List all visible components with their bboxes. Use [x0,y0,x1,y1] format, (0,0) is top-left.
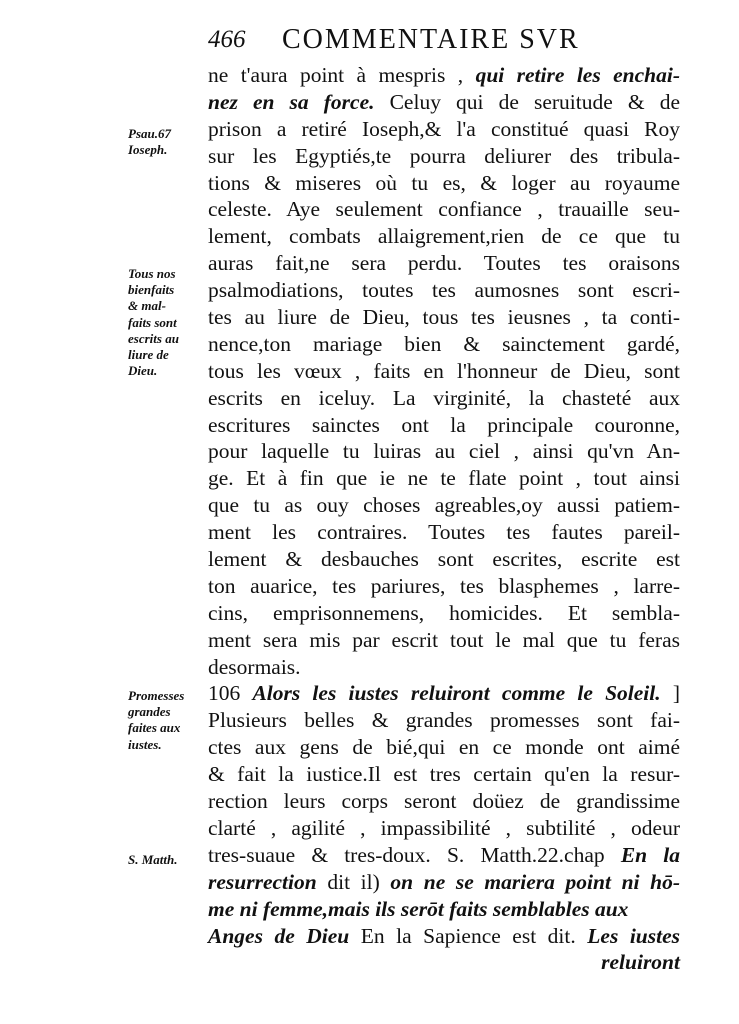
text-line [208,734,680,761]
text-run: nence,ton mariage bien & sainctement gardé, [208,331,680,356]
text-run: pour laquelle tu luiras au ciel , ainsi qu'vn An- [208,439,680,464]
text-run: lement, combats allaigrement,rien de ce que tu [208,224,680,249]
text-run: ment sera mis par escrit tout le mal que tu feras [208,627,680,652]
text-line [208,842,680,869]
italic-text-run: En la [620,842,680,867]
text-line [208,923,680,950]
italic-text-run: Anges de Dieu [208,923,350,948]
margin-note-line: Promesses [128,688,185,703]
text-line [208,143,680,170]
margin-note-psalm [128,126,171,158]
italic-text-run: on ne se mariera point ni hō- [390,869,680,894]
running-title: COMMENTAIRE SVR [282,24,580,55]
italic-text-run: reluiront [601,950,680,975]
italic-text-run: me ni femme,mais ils serōt faits semblables aux [208,896,629,921]
text-line [208,869,680,896]
text-run: desormais. [208,654,301,679]
text-line [208,223,680,250]
text-line [208,304,680,331]
text-run: ge. Et à fin que ie ne te flate point , tout ainsi [208,466,680,491]
text-line [208,896,680,923]
margin-note-line: iustes. [128,736,162,752]
text-line [208,465,680,492]
margin-note-line: Ioseph. [128,142,168,158]
text-line [208,438,680,465]
text-run: clarté , agilité , impassibilité , subtilité , odeur [208,815,680,840]
margin-note-promesses [128,688,184,753]
text-line [208,492,680,519]
text-line [208,358,680,385]
margin-note-line: liure de [128,347,169,363]
text-run: escritures sainctes ont la principale couronne, [208,412,680,437]
text-run: cins, emprisonnemens, homicides. Et sembla- [208,600,680,625]
text-line [208,116,680,143]
text-run: dit il) [316,869,391,894]
page-number: 466 [208,26,246,53]
text-line [208,331,680,358]
italic-text-run: Alors les iustes reluiront comme le Soleil. [252,681,661,706]
margin-note-line: S. Matth. [128,852,178,867]
text-line [208,519,680,546]
text-run: & fait la iustice.Il est tres certain qu'en la resur- [208,762,680,787]
text-line [208,196,680,223]
text-line [208,385,680,412]
italic-text-run: qui retire les enchai- [475,63,680,87]
margin-note-matthieu [128,852,178,868]
text-run: rection leurs corps seront doüez de grandissime [208,789,680,814]
text-run: ctes aux gens de bié,qui en ce monde ont aimé [208,735,680,760]
text-run: ton auarice, tes pariures, tes blasphemes , larre- [208,573,680,598]
margin-note-line: Tous nos [128,266,176,281]
text-run: sur les Egyptiés,te pourra deliurer des tribula- [208,143,680,168]
margin-note-bienfaits [128,266,179,379]
text-run: prison a retiré Ioseph,& l'a constitué quasi Roy [208,116,680,141]
text-line [208,627,680,654]
text-line [208,412,680,439]
margin-note-line: faites aux [128,720,181,736]
main-text-column [208,62,680,976]
text-run: ment les contraires. Toutes tes fautes pareil- [208,520,680,545]
text-line [208,680,680,707]
text-run: auras fait,ne sera perdu. Toutes tes oraisons [208,251,680,276]
text-line [208,170,680,197]
text-run: ] [660,681,680,706]
text-run: Plusieurs belles & grandes promesses sont fai- [208,708,680,733]
italic-text-run: resurrection [208,869,317,894]
text-run: ne t'aura point à mespris , [208,63,476,87]
text-run: tous les vœux , faits en l'honneur de Dieu, sont [208,358,680,383]
text-line [208,89,680,116]
margin-note-line: Psau.67 [128,126,171,141]
text-line [208,788,680,815]
text-run: psalmodiations, toutes tes aumosnes sont escri- [208,278,680,303]
margin-note-line: escrits au [128,330,179,346]
text-line [208,62,680,89]
text-line [208,250,680,277]
text-run: lement & desbauches sont escrites, escrite est [208,547,680,572]
text-run: celeste. Aye seulement confiance , trauaille seu- [208,197,680,222]
italic-text-run: nez en sa force. [208,89,375,114]
text-line [208,815,680,842]
text-line [208,654,680,681]
text-run: que tu as ouy choses agreables,oy aussi patiem- [208,493,680,518]
margin-note-line: faits sont [128,314,177,330]
text-run: tions & miseres où tu es, & loger au royaume [208,170,680,195]
margin-note-line: bienfaits [128,282,175,298]
margin-note-line: Dieu. [128,363,158,379]
text-line [208,949,680,976]
text-run: 106 [208,681,253,706]
page-header [208,20,678,58]
text-line [208,600,680,627]
text-line [208,707,680,734]
text-run: En la Sapience est dit. [349,923,588,948]
text-run: escrits en iceluy. La virginité, la chasteté aux [208,385,680,410]
text-line [208,277,680,304]
text-line [208,546,680,573]
text-run: Celuy qui de seruitude & de [374,89,680,114]
text-line [208,573,680,600]
text-run: tes au liure de Dieu, tous tes ieusnes , ta conti- [208,305,680,330]
text-line [208,761,680,788]
margin-note-line: & mal- [128,298,166,314]
italic-text-run: Les iustes [587,923,680,948]
text-run: tres-suaue & tres-doux. S. Matth.22.chap [208,842,621,867]
margin-note-line: grandes [128,704,171,720]
